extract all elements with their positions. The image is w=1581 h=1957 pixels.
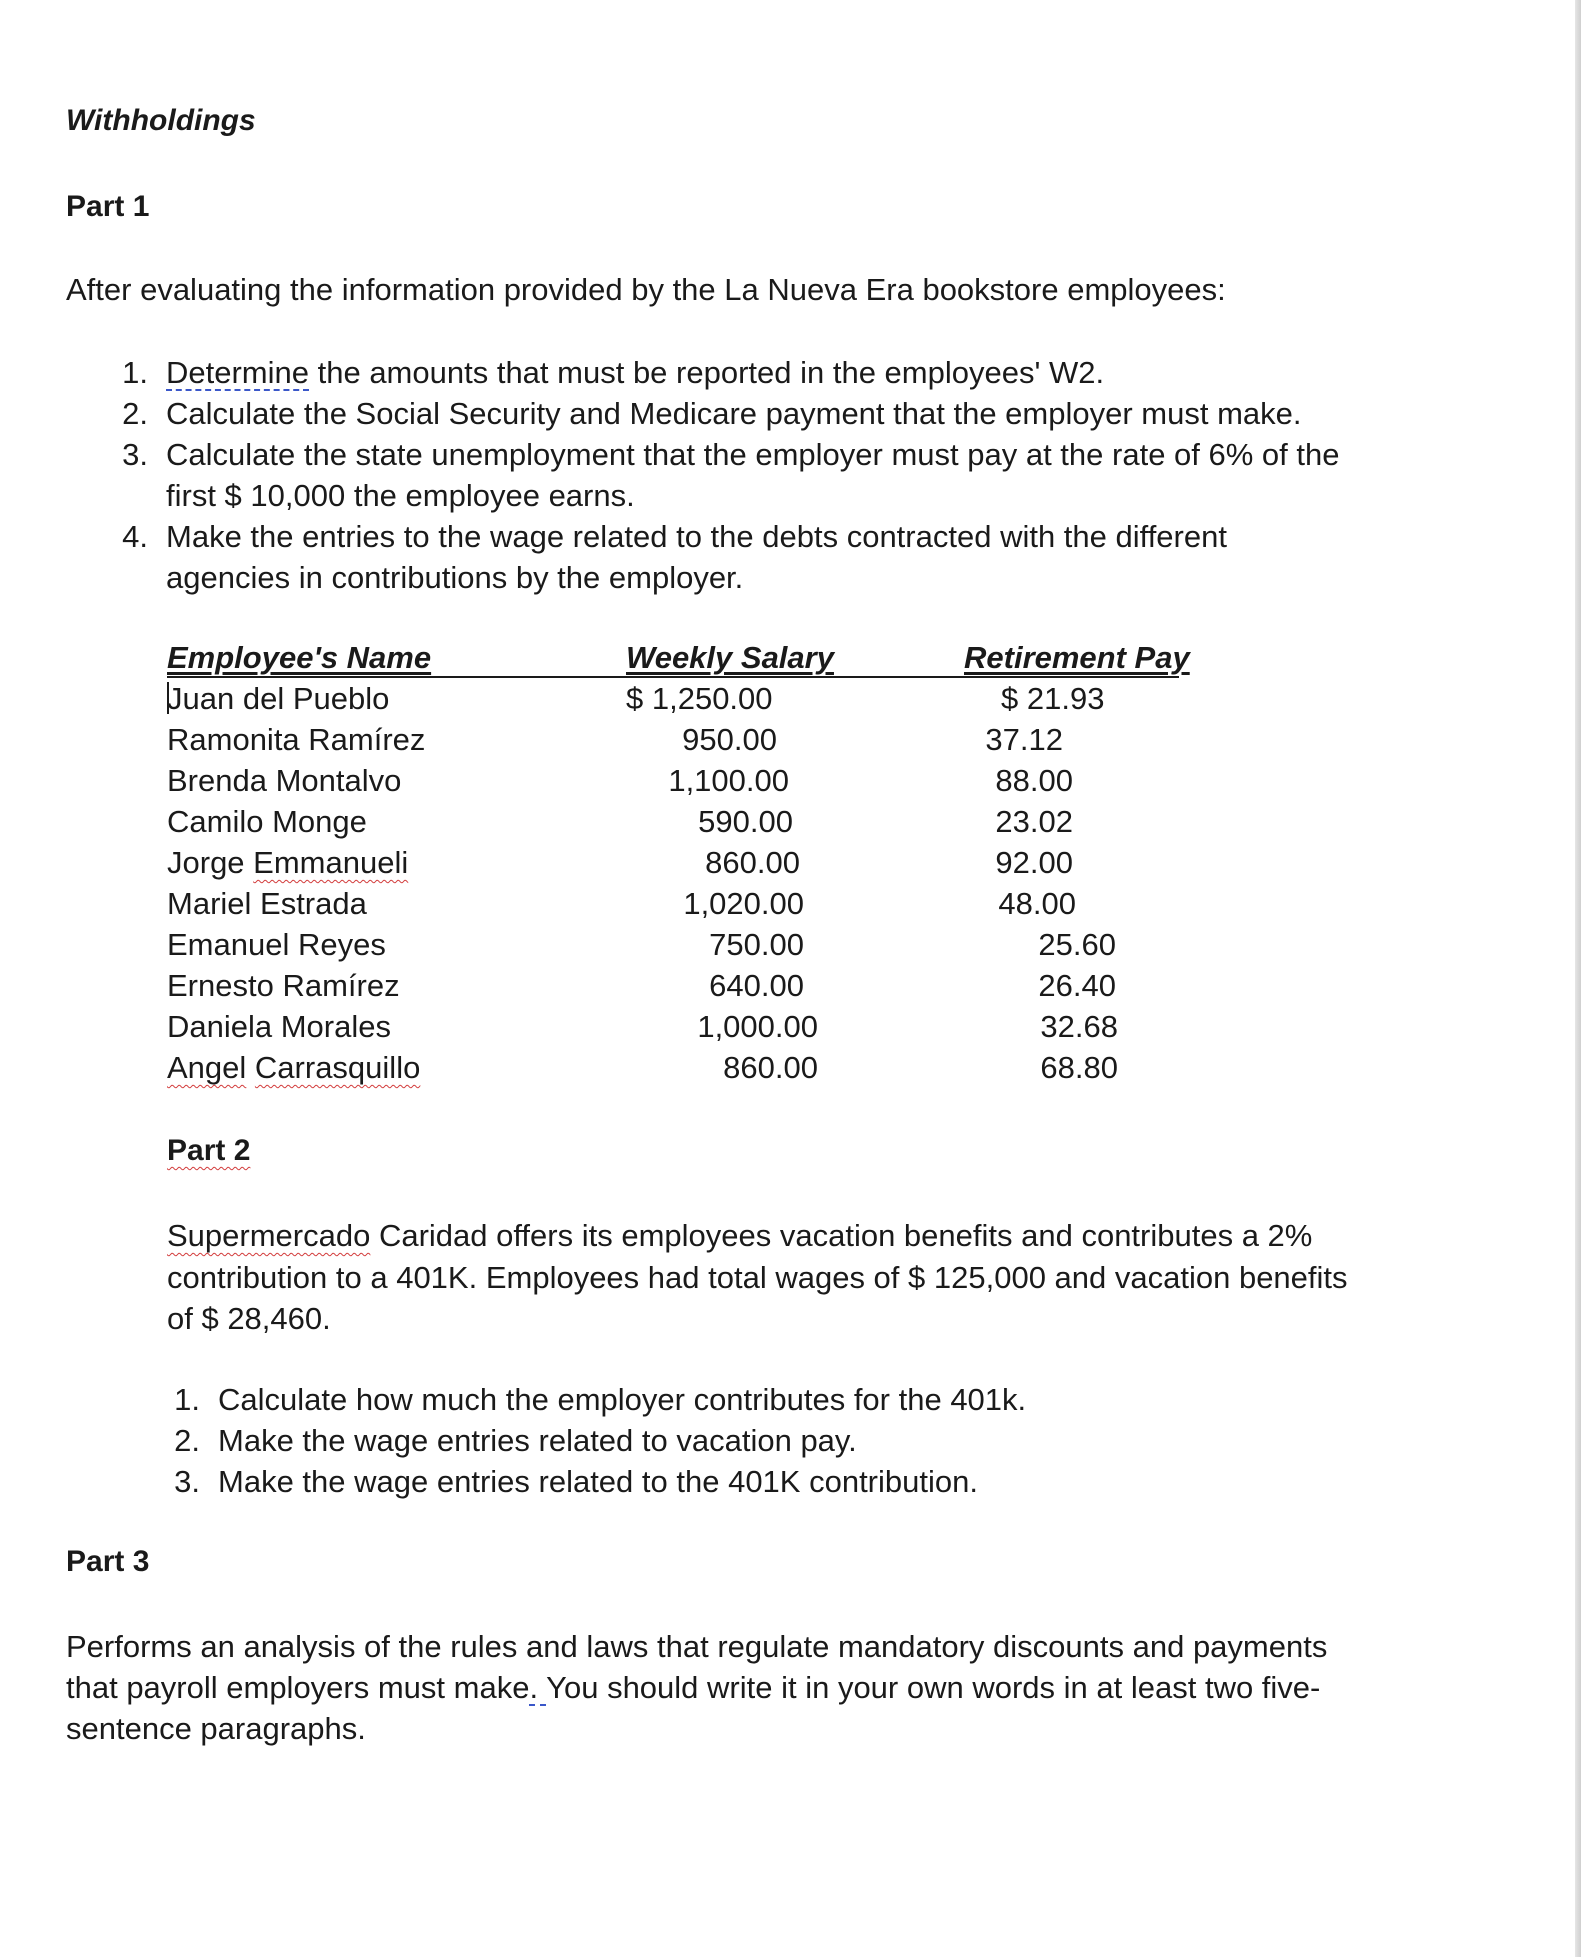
employee-name: Jorge Emmanueli: [167, 845, 409, 880]
step-number: 4.: [122, 519, 148, 554]
part3-paragraph-line-3: sentence paragraphs.: [66, 1711, 366, 1746]
table-row: [167, 678, 1179, 719]
header-retirement-pay: Retirement Pay: [964, 640, 1190, 675]
weekly-salary: 750.00: [709, 927, 804, 962]
table-row: [167, 883, 1179, 924]
step-text: Calculate the state unemployment that the employer must pay at the rate of 6% of the: [166, 437, 1340, 472]
part1-step-4-continued: agencies in contributions by the employer.: [166, 560, 744, 595]
employee-name[interactable]: Juan del Pueblo: [167, 681, 390, 716]
table-row: [167, 719, 1179, 760]
weekly-salary: 640.00: [709, 968, 804, 1003]
part1-step-3: [98, 434, 1340, 475]
table-row: [167, 1006, 1179, 1047]
step-text: Calculate the Social Security and Medicare payment that the employer must make.: [166, 396, 1302, 431]
table-body: [167, 678, 1179, 1088]
weekly-salary: 1,020.00: [683, 886, 804, 921]
part3-paragraph-line-1: Performs an analysis of the rules and laws that regulate mandatory discounts and payments: [66, 1629, 1328, 1664]
part2-paragraph-line-3: of $ 28,460.: [167, 1301, 331, 1336]
step-text: Make the wage entries related to vacation pay.: [218, 1423, 857, 1458]
weekly-salary: 590.00: [698, 804, 793, 839]
document-title: Withholdings: [66, 104, 256, 137]
step-text: Calculate how much the employer contributes for the 401k.: [218, 1382, 1027, 1417]
step-number: 3.: [174, 1464, 200, 1499]
retirement-pay: 48.00: [998, 886, 1076, 921]
grammar-flagged-text: .: [529, 1670, 547, 1705]
step-text: the amounts that must be reported in the employees' W2.: [309, 355, 1105, 390]
step-number: 1.: [174, 1382, 200, 1417]
grammar-flagged-word: Determine: [166, 355, 309, 390]
table-row: [167, 965, 1179, 1006]
spelling-flagged-word: Carrasquillo: [254, 1050, 421, 1085]
part1-step-1: [98, 352, 1104, 393]
part1-heading: Part 1: [66, 190, 150, 223]
weekly-salary: 860.00: [705, 845, 800, 880]
employee-name: Ramonita Ramírez: [167, 722, 426, 757]
table-row: [167, 924, 1179, 965]
part2-step-1: [150, 1379, 1026, 1420]
step-number: 2.: [122, 396, 148, 431]
part1-step-3-continued: first $ 10,000 the employee earns.: [166, 478, 635, 513]
weekly-salary: 1,100.00: [668, 763, 789, 798]
spelling-flagged-word: Angel: [167, 1050, 247, 1085]
part3-paragraph-line-2: that payroll employers must make. You should write it in your own words in at least two five-: [66, 1670, 1321, 1705]
table-row: [167, 1047, 1179, 1088]
part1-intro: After evaluating the information provided by the La Nueva Era bookstore employees:: [66, 272, 1226, 307]
step-text: Make the wage entries related to the 401K contribution.: [218, 1464, 978, 1499]
spelling-flagged-word: Emmanueli: [253, 845, 409, 880]
header-employee-name: Employee's Name: [167, 640, 432, 675]
part2-step-3: [150, 1461, 978, 1502]
table-row: [167, 801, 1179, 842]
retirement-pay: 37.12: [985, 722, 1063, 757]
employee-name: Camilo Monge: [167, 804, 367, 839]
employee-name: Ernesto Ramírez: [167, 968, 400, 1003]
employee-name: Daniela Morales: [167, 1009, 391, 1044]
step-number: 3.: [122, 437, 148, 472]
retirement-pay: 23.02: [995, 804, 1073, 839]
part2-paragraph-line-1: Supermercado Caridad offers its employees vacation benefits and contributes a 2%: [167, 1218, 1313, 1253]
employee-name: Emanuel Reyes: [167, 927, 386, 962]
employee-table: [167, 636, 1190, 1088]
step-text: Make the entries to the wage related to the debts contracted with the different: [166, 519, 1227, 554]
page-edge: [1575, 0, 1581, 1957]
table-row: [167, 842, 1179, 883]
employee-name: Mariel Estrada: [167, 886, 367, 921]
weekly-salary: $ 1,250.00: [626, 681, 773, 716]
retirement-pay: 26.40: [1038, 968, 1116, 1003]
retirement-pay: 88.00: [995, 763, 1073, 798]
table-header: [167, 636, 1190, 678]
part1-step-2: [98, 393, 1302, 434]
part1-step-4: [98, 516, 1227, 557]
employee-name: [167, 1047, 420, 1088]
retirement-pay: 32.68: [1040, 1009, 1118, 1044]
weekly-salary: 950.00: [682, 722, 777, 757]
table-row: [167, 760, 1179, 801]
header-weekly-salary: Weekly Salary: [626, 640, 834, 675]
part2-step-2: [150, 1420, 857, 1461]
retirement-pay: 68.80: [1040, 1050, 1118, 1085]
step-number: 1.: [122, 355, 148, 390]
part2-paragraph-line-2: contribution to a 401K. Employees had total wages of $ 125,000 and vacation benefits: [167, 1260, 1348, 1295]
weekly-salary: 860.00: [723, 1050, 818, 1085]
weekly-salary: 1,000.00: [697, 1009, 818, 1044]
retirement-pay: $ 21.93: [1001, 681, 1105, 716]
part2-heading: Part 2: [167, 1134, 251, 1167]
spelling-flagged-word: Supermercado: [167, 1218, 371, 1253]
step-number: 2.: [174, 1423, 200, 1458]
retirement-pay: 25.60: [1038, 927, 1116, 962]
retirement-pay: 92.00: [995, 845, 1073, 880]
employee-name: Brenda Montalvo: [167, 763, 402, 798]
part3-heading: Part 3: [66, 1545, 150, 1578]
